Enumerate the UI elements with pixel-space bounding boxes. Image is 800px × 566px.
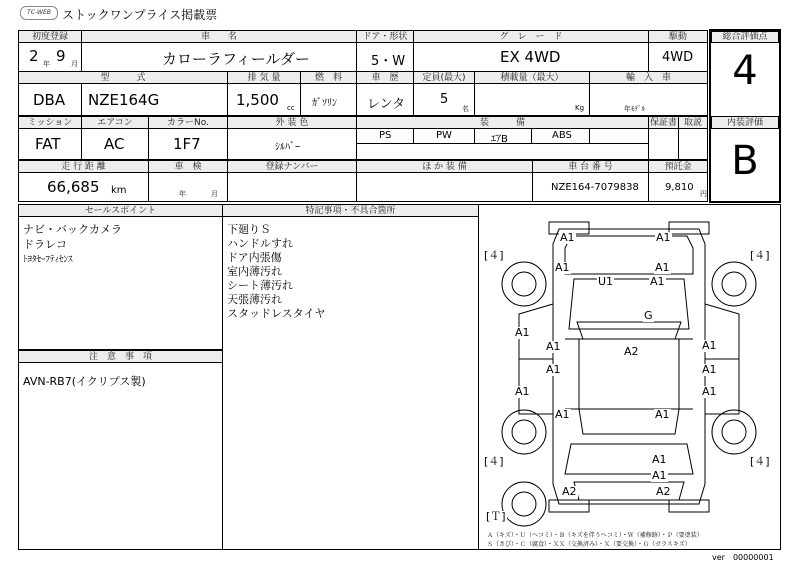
remark-item: ハンドルすれ <box>227 237 293 250</box>
equip-row2 <box>356 143 649 160</box>
page-title: ストックワンプライス掲載票 <box>62 8 218 22</box>
hdr-mission: ミッション <box>18 116 82 129</box>
remark-item: 天張薄汚れ <box>227 293 282 306</box>
hdr-aircon: エアコン <box>81 116 149 129</box>
import-cell <box>589 83 708 116</box>
model-prefix-cell <box>18 83 82 116</box>
color-no-cell <box>148 128 228 160</box>
legend-line-1: Ａ（キズ）・Ｕ（ヘコミ）・Ｂ（キズを伴うヘコミ）・Ｗ（補修跡）・Ｐ（要塗装） <box>487 532 703 539</box>
fuel-cell <box>300 83 357 116</box>
equip4-cell <box>531 128 590 144</box>
tire-label: [４] <box>750 455 770 468</box>
tire-label: [４] <box>484 249 504 262</box>
damage-mark: A2 <box>656 485 671 498</box>
hdr-displacement: 排 気 量 <box>227 71 301 84</box>
remarks-box <box>222 216 479 550</box>
sales-point-item: ナビ・バックカメラ <box>23 223 122 236</box>
interior-score: B <box>731 138 759 184</box>
payload-cell <box>474 83 590 116</box>
manual-cell <box>678 128 708 160</box>
hdr-import: 輸 入 車 <box>589 71 708 84</box>
aircon: AC <box>104 135 125 153</box>
equip3-cell <box>474 128 532 144</box>
damage-mark: A1 <box>515 385 530 398</box>
model-cell <box>81 83 228 116</box>
hdr-deposit: 預託金 <box>648 160 708 173</box>
tire-label: [４] <box>484 455 504 468</box>
remark-item: スタッドレスタイヤ <box>227 307 326 320</box>
damage-mark: A1 <box>546 340 561 353</box>
hdr-first-reg: 初度登録 <box>18 30 82 43</box>
damage-mark: A2 <box>624 345 639 358</box>
damage-mark: A1 <box>656 231 671 244</box>
hdr-drive: 駆動 <box>648 30 708 43</box>
damage-mark: A1 <box>702 363 717 376</box>
remark-item: 下廻りＳ <box>227 223 271 236</box>
version-text: ver 00000001 <box>712 553 774 562</box>
mileage: 66,685 <box>47 178 100 196</box>
car-name-cell <box>81 42 357 72</box>
reg-month: 9 <box>56 47 66 65</box>
import-model: 年ﾓﾃﾞﾙ <box>624 105 645 113</box>
drive-cell <box>648 42 708 72</box>
hdr-manual: 取説 <box>678 116 708 129</box>
capacity: 5 <box>440 92 449 107</box>
door-form: 5・W <box>371 54 406 69</box>
first-reg-cell <box>18 42 82 72</box>
note-item: AVN-RB7(イクリプス製) <box>23 375 146 388</box>
other-equipment-cell <box>356 172 533 202</box>
drive: 4WD <box>662 50 694 65</box>
damage-mark: A1 <box>655 408 670 421</box>
chassis-cell <box>532 172 649 202</box>
model-prefix: DBA <box>33 91 66 109</box>
reg-year: 2 <box>29 47 39 65</box>
mileage-cell <box>18 172 149 202</box>
inspection-month: 月 <box>211 190 218 198</box>
mission: FAT <box>35 135 61 153</box>
deposit-unit: 円 <box>700 190 707 198</box>
tire-label: [４] <box>750 249 770 262</box>
capacity-unit: 名 <box>462 105 469 113</box>
damage-mark: A1 <box>555 261 570 274</box>
equip-pw: PW <box>436 130 452 141</box>
inspection-year: 年 <box>179 190 186 198</box>
hdr-mileage: 走 行 距 離 <box>18 160 149 173</box>
sales-point-item: ﾄﾖﾀｾｰﾌﾃｨｾﾝｽ <box>23 255 73 265</box>
exterior-color-cell <box>227 128 357 160</box>
remark-item: ドア内張傷 <box>227 251 282 264</box>
displacement-unit: cc <box>287 104 295 112</box>
mileage-unit: km <box>111 185 127 196</box>
damage-mark: A1 <box>652 453 667 466</box>
equip5-cell <box>589 128 649 144</box>
hdr-color-no: カラーNo. <box>148 116 228 129</box>
hdr-capacity: 定員(最大) <box>413 71 475 84</box>
history-cell <box>356 83 414 116</box>
damage-mark: A1 <box>655 261 670 274</box>
hdr-overall-score: 総合評価点 <box>711 31 779 43</box>
hdr-notes: 注 意 事 項 <box>18 350 223 363</box>
inspection-cell <box>148 172 228 202</box>
hdr-other-equipment: ほ か 装 備 <box>356 160 533 173</box>
reg-month-unit: 月 <box>71 60 78 68</box>
equip1-cell <box>356 128 414 144</box>
hdr-interior-score: 内装評価 <box>711 116 779 129</box>
aircon-cell <box>81 128 149 160</box>
grade-cell <box>413 42 649 72</box>
damage-mark: A1 <box>702 339 717 352</box>
deposit-cell <box>648 172 708 202</box>
history: レンタ <box>367 97 406 112</box>
capacity-cell <box>413 83 475 116</box>
payload-unit: Kg <box>575 104 585 112</box>
hdr-sales-points: セールスポイント <box>18 204 223 217</box>
hdr-car-name: 車 名 <box>81 30 357 43</box>
damage-mark: G <box>644 309 653 322</box>
fuel: ｶﾞｿﾘﾝ <box>312 98 337 109</box>
sales-points-box <box>18 216 223 350</box>
car-name: カローラフィールダー <box>162 50 310 68</box>
hdr-history: 車 歴 <box>356 71 414 84</box>
hdr-plate: 登録ナンバー <box>227 160 357 173</box>
displacement-cell <box>227 83 301 116</box>
hdr-remarks: 特記事項・不具合箇所 <box>222 204 479 217</box>
hdr-model: 型 式 <box>18 71 228 84</box>
damage-mark: A1 <box>515 326 530 339</box>
legend-line-2: Ｓ（さび）・Ｃ（腐食）・ＸＸ（交換済み）・Ｘ（要交換）・Ｇ（ガラスキズ） <box>487 541 691 548</box>
reg-year-unit: 年 <box>43 60 50 68</box>
hdr-inspection: 車 検 <box>148 160 228 173</box>
exterior-color: ｼﾙﾊﾞｰ <box>275 142 300 153</box>
equip-abs: ABS <box>552 130 572 141</box>
car-diagram-svg <box>479 204 781 550</box>
grade: EX 4WD <box>500 48 561 66</box>
damage-mark: A2 <box>562 485 577 498</box>
damage-mark: A1 <box>702 385 717 398</box>
damage-mark: A1 <box>650 275 665 288</box>
sales-point-item: ドラレコ <box>23 238 67 251</box>
hdr-payload: 積載量（最大） <box>474 71 590 84</box>
color-no: 1F7 <box>173 135 201 153</box>
damage-mark: A1 <box>555 408 570 421</box>
equip2-cell <box>413 128 475 144</box>
equip-airbag: ｴｱB <box>491 134 508 145</box>
damage-mark: U1 <box>598 275 614 288</box>
equip-ps: PS <box>379 130 392 141</box>
chassis: NZE164-7079838 <box>551 182 639 193</box>
damage-mark: A1 <box>560 231 575 244</box>
remark-item: シート薄汚れ <box>227 279 293 292</box>
hdr-fuel: 燃 料 <box>300 71 357 84</box>
mission-cell <box>18 128 82 160</box>
logo-text: TC-WEB <box>27 9 51 16</box>
displacement: 1,500 <box>236 91 279 109</box>
overall-score: 4 <box>732 48 758 94</box>
hdr-door-form: ドア・形状 <box>356 30 414 43</box>
model: NZE164G <box>88 91 160 109</box>
hdr-equipment: 装 備 <box>356 116 649 129</box>
hdr-exterior-color: 外 装 色 <box>227 116 357 129</box>
car-diagram <box>479 204 781 550</box>
plate-cell <box>227 172 357 202</box>
deposit: 9,810 <box>665 182 694 193</box>
tire-label: [Ｔ] <box>486 510 506 523</box>
hdr-chassis: 車 台 番 号 <box>532 160 649 173</box>
hdr-warranty: 保証書 <box>649 118 677 128</box>
logo <box>20 6 58 20</box>
door-form-cell <box>356 42 414 72</box>
warranty-cell <box>648 128 679 160</box>
hdr-grade: グ レ ー ド <box>413 30 649 43</box>
remark-item: 室内薄汚れ <box>227 265 282 278</box>
notes-box <box>18 362 223 550</box>
damage-mark: A1 <box>652 469 667 482</box>
damage-mark: A1 <box>546 363 561 376</box>
